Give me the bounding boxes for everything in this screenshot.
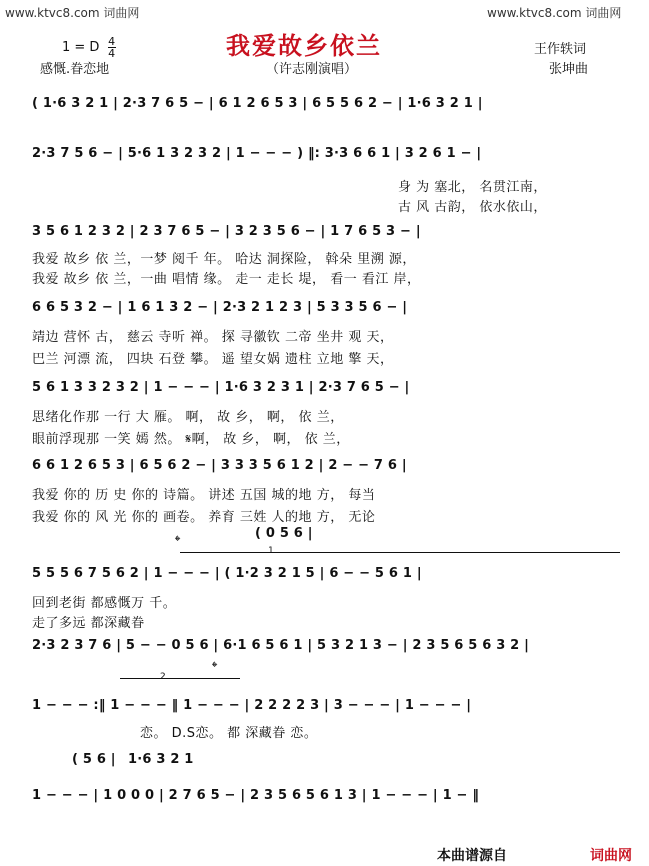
score-row-6: 6 6 1 2 6 5 3 | 6 5 6 2 − | 3 3 3 5 6 1 2 | 2 − − 7 6 |	[32, 458, 407, 473]
site-watermark-left: www.ktvc8.com 词曲网	[5, 6, 140, 20]
volta-bracket-1	[180, 552, 620, 553]
lyric-row-2-verse-2: 古 风 古韵， 依水依山，	[398, 200, 547, 215]
time-signature	[108, 36, 116, 59]
lyricist: 王作轶词	[534, 42, 587, 57]
expression-mark: 感慨.眷恋地	[40, 62, 110, 77]
score-row-2: 2·3 7 5 6 − | 5·6 1 3 2 3 2 | 1 − − − ) ‖: 3·3 6 6 1 | 3 2 6 1 − |	[32, 146, 482, 161]
key-signature	[62, 36, 116, 59]
coda-sign-2: 𝄌	[212, 658, 218, 676]
lyric-row-4-verse-1: 靖边 营怀 古， 慈云 寺听 禅。 探 寻徽钦 二帝 坐井 观 天，	[32, 330, 394, 345]
score-row-5: 5 6 1 3 3 2 3 2 | 1 − − − | 1·6 3 2 3 1 | 2·3 7 6 5 − |	[32, 380, 410, 395]
lyric-row-9: 恋。 D.S恋。 都 深藏眷 恋。	[140, 726, 318, 741]
footer-source-text: 本曲谱源自	[437, 848, 507, 864]
score-row-7: 5 5 5 6 7 5 6 2 | 1 − − − | ( 1·2 3 2 1 5 | 6 − − 5 6 1 |	[32, 566, 422, 581]
lyric-row-3-verse-2: 我爱 故乡 依 兰，一曲 唱情 缘。 走一 走长 堤， 看一 看江 岸，	[32, 272, 421, 287]
lyric-row-6-verse-2: 我爱 你的 风 光 你的 画卷。 养育 三姓 人的地 方， 无论	[32, 510, 376, 525]
pickup-annotation-2: ( 5 6 |	[72, 752, 116, 767]
score-row-10: 1 − − − | 1 0 0 0 | 2 7 6 5 − | 2 3 5 6 5 6 1 3 | 1 − − − | 1 − ‖	[32, 788, 480, 803]
lyric-row-2-verse-1: 身 为 塞北， 名贯江南，	[398, 180, 547, 195]
lyric-row-5-verse-1: 思绪化作那 一行 大 雁。 啊， 故 乡， 啊， 依 兰，	[32, 410, 344, 425]
song-title: 我爱故乡依兰	[226, 32, 382, 60]
lyric-row-5-verse-2: 眼前浮现那 一笑 嫣 然。 𝄋啊， 故 乡， 啊， 依 兰，	[32, 432, 350, 447]
coda-sign-1: 𝄌	[175, 532, 181, 550]
footer-logo: 词曲网	[590, 848, 632, 864]
time-bottom: 4	[108, 47, 116, 60]
score-row-1: ( 1·6 3 2 1 | 2·3 7 6 5 − | 6 1 2 6 5 3 | 6 5 5 6 2 − | 1·6 3 2 1 |	[32, 96, 483, 111]
lyric-row-7-verse-2: 走了多远 都深藏眷	[32, 616, 145, 631]
site-watermark-right: www.ktvc8.com 词曲网	[487, 6, 622, 20]
time-top: 4	[108, 35, 116, 48]
score-row-3: 3 5 6 1 2 3 2 | 2 3 7 6 5 − | 3 2 3 5 6 − | 1 7 6 5 3 − |	[32, 224, 421, 239]
composer: 张坤曲	[549, 62, 589, 77]
pickup-annotation-1: ( 0 5 6 |	[255, 526, 313, 541]
lyric-row-3-verse-1: 我爱 故乡 依 兰，一梦 阅千 年。 哈达 洞探险， 斡朵 里溯 源，	[32, 252, 416, 267]
volta-1-number: 1	[268, 546, 274, 556]
lyric-row-6-verse-1: 我爱 你的 历 史 你的 诗篇。 讲述 五国 城的地 方， 每当	[32, 488, 376, 503]
key-label: 1 = D	[62, 40, 100, 55]
volta-2-number: 2	[160, 672, 166, 682]
score-row-8: 2·3 2 3 7 6 | 5 − − 0 5 6 | 6·1 6 5 6 1 | 5 3 2 1 3 − | 2 3 5 6 5 6 3 2 |	[32, 638, 530, 653]
lyric-row-4-verse-2: 巴兰 河漂 流， 四块 石登 攀。 遥 望女娲 遗柱 立地 擎 天，	[32, 352, 394, 367]
pickup-annotation-3: 1·6 3 2 1	[128, 752, 194, 767]
performer: （许志刚演唱）	[266, 62, 358, 77]
lyric-row-7-verse-1: 回到老街 都感慨万 千。	[32, 596, 177, 611]
score-row-9: 1 − − − :‖ 1 − − − ‖ 1 − − − | 2 2 2 2 3 | 3 − − − | 1 − − − |	[32, 698, 472, 713]
volta-bracket-2	[120, 678, 240, 679]
score-row-4: 6 6 5 3 2 − | 1 6 1 3 2 − | 2·3 2 1 2 3 | 5 3 3 5 6 − |	[32, 300, 408, 315]
